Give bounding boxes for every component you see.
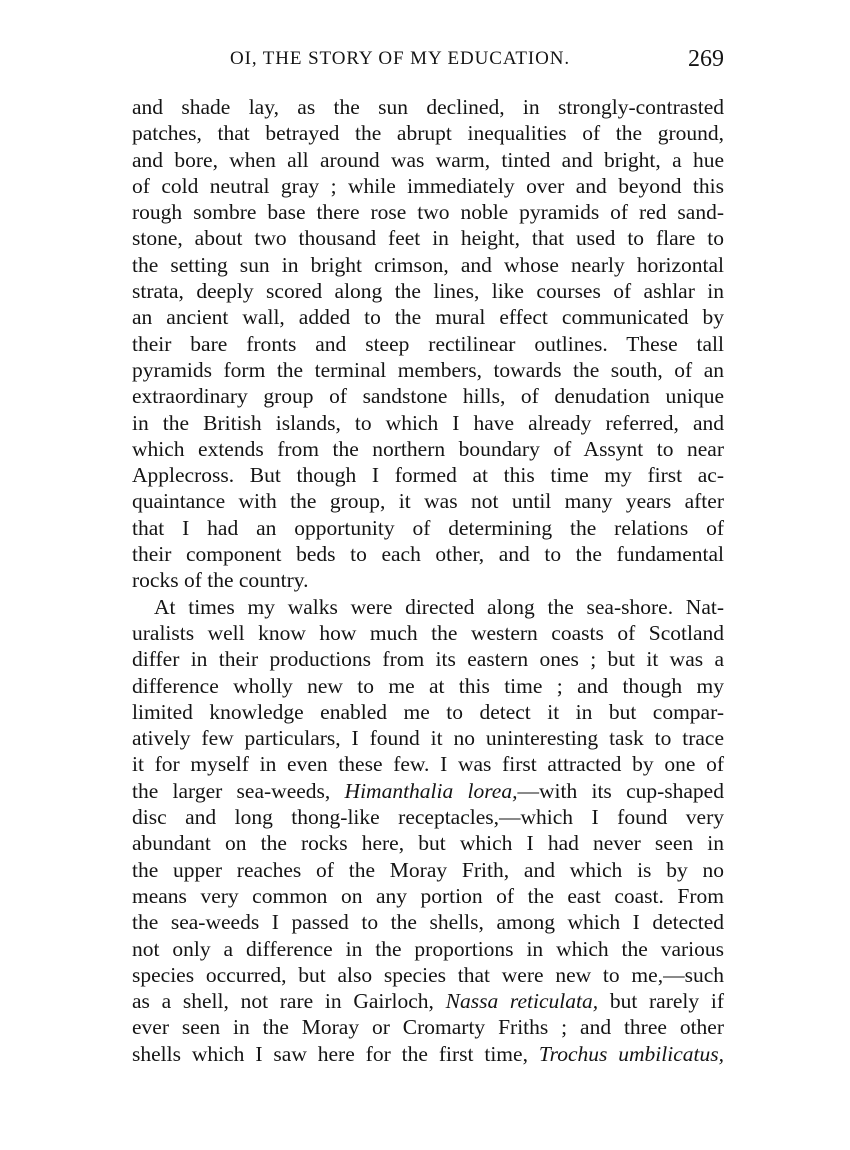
- text-line: [132, 357, 724, 383]
- text-line: [132, 988, 724, 1014]
- text-line: [132, 646, 724, 672]
- text-segment: the larger sea-weeds,: [132, 778, 345, 803]
- text-segment: difference wholly new to me at this time ; and though my: [132, 673, 724, 698]
- text-line: [132, 410, 724, 436]
- text-segment: uralists well know how much the western coasts of Scotland: [132, 620, 724, 645]
- text-segment: pyramids form the terminal members, towards the south, of an: [132, 357, 724, 382]
- text-line: [132, 673, 724, 699]
- text-segment: Applecross. But though I formed at this time my first ac-: [132, 463, 724, 488]
- text-segment: the sea-weeds I passed to the shells, among which I detected: [132, 910, 724, 935]
- text-line: [132, 1041, 724, 1067]
- text-line: [132, 488, 724, 514]
- text-segment: the upper reaches of the Moray Frith, and which is by no: [132, 857, 724, 882]
- text-line: [132, 699, 724, 725]
- text-line: [132, 857, 724, 883]
- text-line: [132, 1014, 724, 1040]
- text-line: [132, 252, 724, 278]
- text-line: [132, 804, 724, 830]
- text-segment: At times my walks were directed along the sea-shore. Nat-: [154, 594, 724, 619]
- text-segment: it for myself in even these few. I was first attracted by one of: [132, 752, 724, 777]
- text-line: [132, 304, 724, 330]
- text-line: [132, 278, 724, 304]
- text-line: [132, 120, 724, 146]
- text-line: [132, 725, 724, 751]
- text-segment: abundant on the rocks here, but which I had never seen in: [132, 831, 724, 856]
- text-segment: and bore, when all around was warm, tinted and bright, a hue: [132, 147, 724, 172]
- text-line: [132, 515, 724, 541]
- text-segment: limited knowledge enabled me to detect it in but compar-: [132, 699, 724, 724]
- text-segment: stone, about two thousand feet in height, that used to flare to: [132, 226, 724, 251]
- text-line: [132, 778, 724, 804]
- text-segment: but rarely if: [598, 989, 724, 1014]
- text-line: [132, 436, 724, 462]
- text-segment: ever seen in the Moray or Cromarty Friths ; and three other: [132, 1015, 724, 1040]
- text-line: [132, 620, 724, 646]
- body-text: [132, 94, 724, 1067]
- text-line: [132, 594, 724, 620]
- text-segment: not only a difference in the proportions in which the various: [132, 936, 724, 961]
- text-line: [132, 541, 724, 567]
- italic-species-name: Himanthalia lorea,: [344, 778, 518, 803]
- text-line: [132, 909, 724, 935]
- text-line: [132, 830, 724, 856]
- text-line: [132, 567, 724, 593]
- text-line: [132, 883, 724, 909]
- text-segment: an ancient wall, added to the mural effect communicated by: [132, 305, 724, 330]
- text-segment: atively few particulars, I found it no uninteresting task to trace: [132, 726, 724, 751]
- text-line: [132, 173, 724, 199]
- text-segment: in the British islands, to which I have already referred, and: [132, 410, 724, 435]
- text-segment: their component beds to each other, and to the fundamental: [132, 542, 724, 567]
- text-segment: extraordinary group of sandstone hills, of denudation unique: [132, 384, 724, 409]
- running-header: [132, 46, 724, 76]
- text-line: [132, 751, 724, 777]
- page-number: 269: [688, 46, 724, 72]
- text-segment: disc and long thong-like receptacles,—which I found very: [132, 805, 724, 830]
- text-segment: species occurred, but also species that were new to me,—such: [132, 962, 724, 987]
- text-segment: quaintance with the group, it was not until many years after: [132, 489, 724, 514]
- text-segment: their bare fronts and steep rectilinear outlines. These tall: [132, 331, 724, 356]
- text-segment: shells which I saw here for the first time,: [132, 1041, 539, 1066]
- italic-species-name: Trochus umbilicatus,: [538, 1041, 724, 1066]
- text-line: [132, 462, 724, 488]
- text-segment: that I had an opportunity of determining the relations of: [132, 515, 724, 540]
- running-title: OI, THE STORY OF MY EDUCATION.: [230, 48, 570, 69]
- text-line: [132, 962, 724, 988]
- text-segment: of cold neutral gray ; while immediately over and beyond this: [132, 173, 724, 198]
- text-segment: differ in their productions from its eastern ones ; but it was a: [132, 647, 724, 672]
- text-segment: strata, deeply scored along the lines, like courses of ashlar in: [132, 279, 724, 304]
- text-line: [132, 147, 724, 173]
- text-segment: patches, that betrayed the abrupt inequalities of the ground,: [132, 121, 724, 146]
- text-segment: rocks of the country.: [132, 568, 309, 593]
- text-line: [132, 94, 724, 120]
- text-segment: means very common on any portion of the east coast. From: [132, 883, 724, 908]
- text-segment: rough sombre base there rose two noble pyramids of red sand-: [132, 200, 724, 225]
- text-line: [132, 936, 724, 962]
- text-segment: and shade lay, as the sun declined, in strongly-contrasted: [132, 95, 724, 119]
- text-line: [132, 383, 724, 409]
- text-segment: —with its cup-shaped: [517, 778, 724, 803]
- text-line: [132, 199, 724, 225]
- text-line: [132, 331, 724, 357]
- text-segment: which extends from the northern boundary of Assynt to near: [132, 436, 724, 461]
- text-segment: the setting sun in bright crimson, and whose nearly horizontal: [132, 252, 724, 277]
- text-segment: as a shell, not rare in Gairloch,: [132, 989, 446, 1014]
- text-line: [132, 225, 724, 251]
- italic-species-name: Nassa reticulata,: [445, 989, 599, 1014]
